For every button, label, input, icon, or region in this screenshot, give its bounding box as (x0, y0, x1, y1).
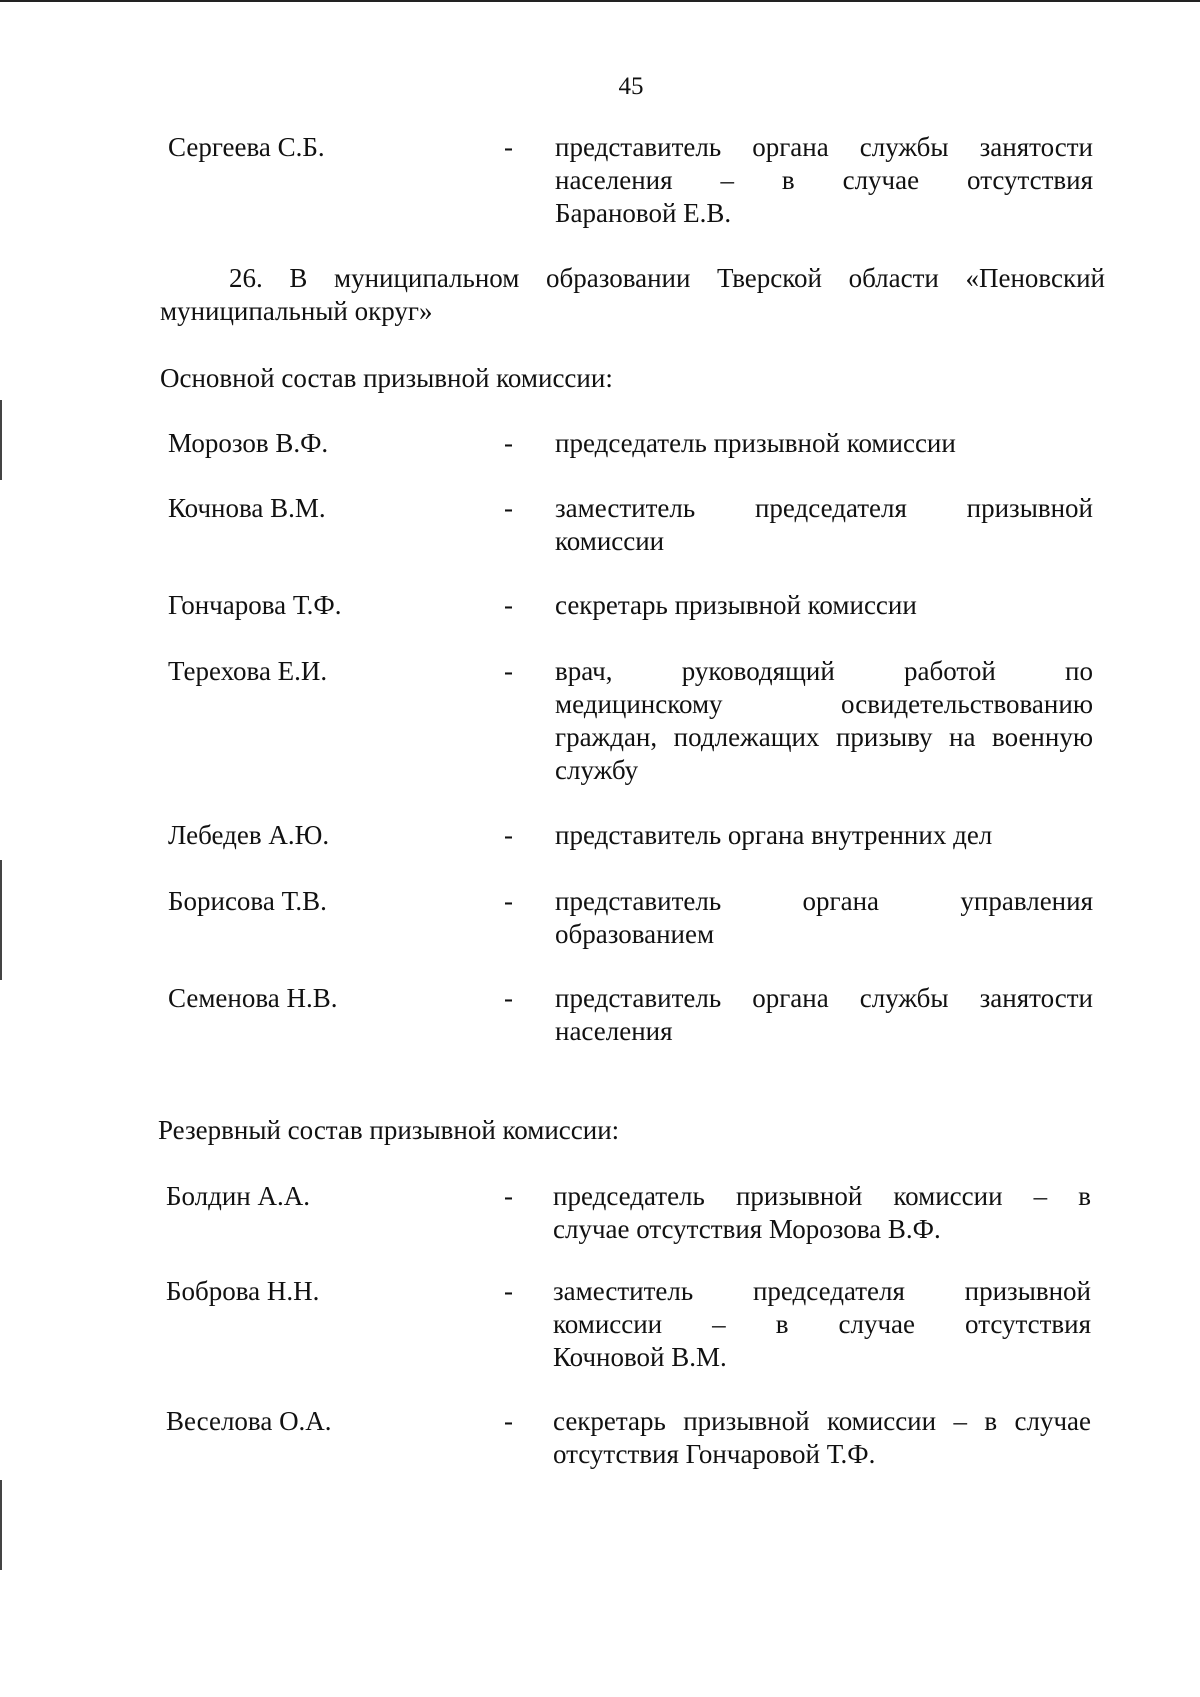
member-dash: - (504, 428, 513, 458)
member-name: Болдин А.А. (166, 1181, 311, 1211)
member-dash: - (504, 983, 513, 1013)
member-name: Борисова Т.В. (168, 886, 327, 916)
role-line: Барановой Е.В. (555, 198, 732, 228)
intro-line: муниципальный округ» (160, 296, 433, 326)
member-dash: - (504, 820, 513, 850)
role-line: секретарь призывной комиссии – в случае (553, 1406, 1091, 1436)
role-line: Кочновой В.М. (553, 1342, 727, 1372)
role-line: комиссии (555, 526, 665, 556)
member-role (553, 1405, 1091, 1471)
page-number: 45 (618, 73, 644, 100)
role-line: населения (555, 1016, 673, 1046)
member-role (555, 589, 1093, 622)
member-dash: - (504, 132, 513, 162)
member-name: Веселова О.А. (166, 1406, 332, 1436)
role-line: секретарь призывной комиссии (555, 590, 917, 620)
role-line: председатель призывной комиссии – в (553, 1181, 1091, 1211)
role-line: случае отсутствия Морозова В.Ф. (553, 1214, 941, 1244)
member-role (555, 885, 1093, 951)
member-dash: - (504, 1276, 513, 1306)
role-line: представитель органа службы занятости (555, 983, 1093, 1013)
member-role (555, 655, 1093, 787)
role-line: службу (555, 755, 639, 785)
member-dash: - (504, 1181, 513, 1211)
member-dash: - (504, 656, 513, 686)
role-line: заместитель председателя призывной (553, 1276, 1091, 1306)
role-line: образованием (555, 919, 715, 949)
member-name: Семенова Н.В. (168, 983, 338, 1013)
role-line: врач, руководящий работой по (555, 656, 1093, 686)
role-line: представитель органа управления (555, 886, 1093, 916)
member-name: Боброва Н.Н. (166, 1276, 320, 1306)
member-name: Морозов В.Ф. (168, 428, 329, 458)
reserve-composition-heading: Резервный состав призывной комиссии: (158, 1115, 620, 1145)
member-dash: - (504, 1406, 513, 1436)
member-role (553, 1275, 1091, 1374)
member-name: Гончарова Т.Ф. (168, 590, 342, 620)
member-dash: - (504, 886, 513, 916)
scan-margin-mark (0, 1480, 2, 1570)
role-line: представитель органа внутренних дел (555, 820, 993, 850)
scan-margin-mark (0, 400, 2, 480)
member-role (555, 819, 1093, 852)
member-role (555, 492, 1093, 558)
role-line: председатель призывной комиссии (555, 428, 956, 458)
member-name: Кочнова В.М. (168, 493, 326, 523)
role-line: отсутствия Гончаровой Т.Ф. (553, 1439, 876, 1469)
member-dash: - (504, 590, 513, 620)
member-role (555, 427, 1093, 460)
member-dash: - (504, 493, 513, 523)
scan-margin-mark (0, 860, 2, 980)
member-name: Терехова Е.И. (168, 656, 328, 686)
member-name: Лебедев А.Ю. (168, 820, 330, 850)
role-line: комиссии – в случае отсутствия (553, 1309, 1091, 1339)
member-name: Сергеева С.Б. (168, 132, 325, 162)
scan-edge-line (0, 0, 1200, 2)
member-role (555, 131, 1093, 230)
role-line: представитель органа службы занятости (555, 132, 1093, 162)
section-intro (160, 262, 1105, 328)
main-composition-heading: Основной состав призывной комиссии: (160, 363, 613, 393)
member-role (555, 982, 1093, 1048)
member-role (553, 1180, 1091, 1246)
role-line: заместитель председателя призывной (555, 493, 1093, 523)
role-line: медицинскому освидетельствованию (555, 689, 1093, 719)
role-line: граждан, подлежащих призыву на военную (555, 722, 1093, 752)
role-line: населения – в случае отсутствия (555, 165, 1093, 195)
intro-line: 26. В муниципальном образовании Тверской области «Пеновский (229, 263, 1105, 293)
